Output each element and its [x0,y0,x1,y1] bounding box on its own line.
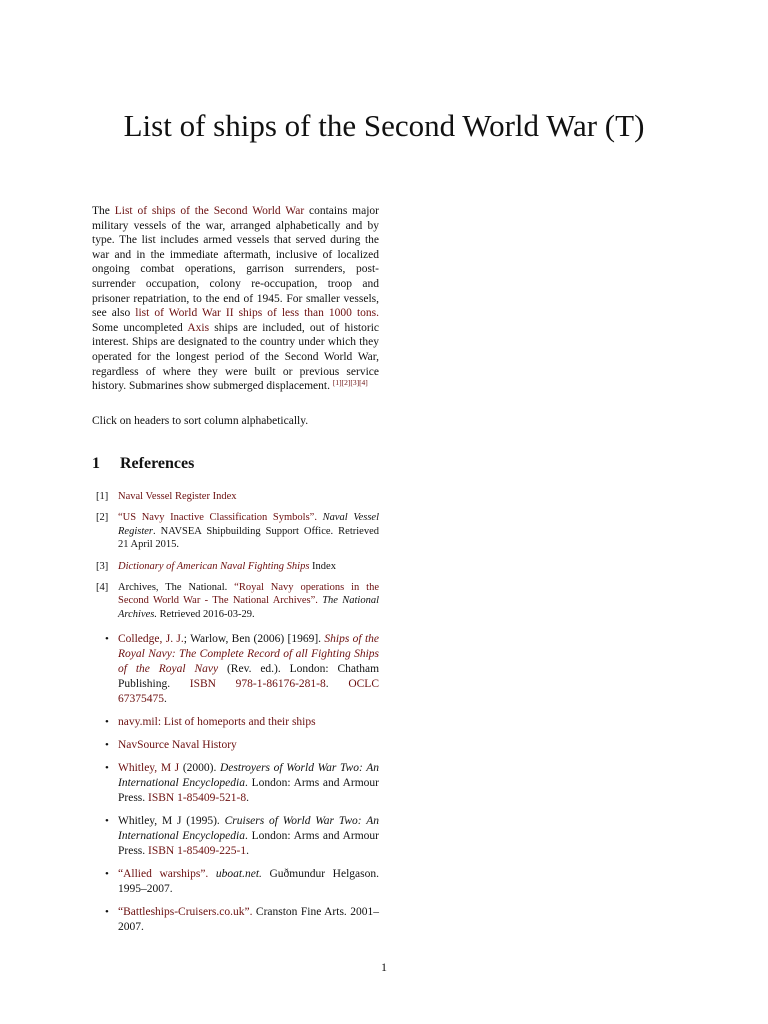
isbn-link[interactable]: ISBN 1-85409-521-8 [148,792,247,804]
list-item-text: . London: Arms and Armour Press. [118,830,379,857]
reference-item [92,581,379,621]
page-title: List of ships of the Second World War (T) [123,108,645,143]
reference-number: [1] [96,491,109,502]
bibliography-list [92,632,379,943]
intro-paragraph [92,204,379,394]
bullet-icon: • [105,762,109,774]
homeports-link[interactable]: navy.mil: List of homeports and their ships [118,716,316,728]
list-item-text: Whitley, M J (1995). [118,815,225,827]
reference-link[interactable]: “US Navy Inactive Classification Symbols”. [118,512,317,524]
list-item-text: . [246,792,249,804]
reference-item [92,560,379,573]
reference-link[interactable]: Naval Vessel Register Index [118,491,237,502]
list-item-text: Guðmundur Helgason. 1995–2007. [118,868,379,895]
list-item-text: Cranston Fine Arts. 2001–2007. [118,906,379,933]
bullet-icon: • [105,815,109,827]
book-title: Destroyers of World War Two: An International Encyclopedia [118,762,379,789]
battleships-cruisers-link[interactable]: “Battleships-Cruisers.co.uk”. [118,906,253,918]
reference-item [92,511,379,551]
list-item [92,715,379,730]
list-item-text: . [246,845,249,857]
list-item-text: . London: Arms and Armour Press. [118,777,379,804]
book-title: Cruisers of World War Two: An International Encyclopedia [118,815,379,842]
reference-number: [3] [96,560,109,572]
isbn-link[interactable]: ISBN 1-85409-225-1 [148,845,247,857]
intro-text: The [92,205,115,217]
isbn-link[interactable]: ISBN 978-1-86176-281-8 [189,678,326,690]
list-item [92,738,379,753]
author-link[interactable]: Whitley, M J [118,762,180,774]
link-list-of-ships[interactable]: List of ships of the Second World War [114,205,305,217]
oclc-link[interactable]: OCLC 67375475 [118,678,379,705]
reference-text: Archives, The National. [118,582,235,594]
list-item-text: (2000). [179,762,220,774]
list-item [92,761,379,806]
list-item-text: . [164,693,167,705]
intro-text: contains major military vessels of the war, arranged alphabetically and by type. The list includes armed vessels that served during the war and in the immediate aftermath, inclusive of localized ongoing combat operations, garrison surrenders, post-surrender occupation, colony re-occupation, troop and prisoner repatriation, to the end of 1945. For smaller vessels, see also [92,205,379,320]
bullet-icon: • [105,739,109,751]
list-item [92,905,379,935]
list-item [92,867,379,897]
site-name: uboat.net. [208,868,262,880]
link-small-ships-list[interactable]: list of World War II ships of less than 1000 tons. [135,307,380,320]
page-number: 1 [381,960,387,974]
bullet-icon: • [105,906,109,918]
intro-text: ships are included, out of historic interest. Ships are designated to the country under which they operated for the longest period of the Second World War, regardless of where they were built or previous service history. Submarines show submerged displacement. [92,321,379,393]
reference-text: Retrieved 2016-03-29. [156,608,255,620]
reference-source: Naval Vessel Register [118,512,379,537]
author-link[interactable]: Colledge, J. J. [118,633,184,645]
sort-instruction: Click on headers to sort column alphabetically. [92,415,309,427]
list-item [92,632,379,707]
list-item-text: ; Warlow, Ben (2006) [1969]. [183,633,325,645]
references-list [92,490,379,629]
intro-text: Some uncompleted [92,321,188,334]
reference-link[interactable]: “Royal Navy operations in the Second World War - The National Archives”. [118,582,379,607]
book-title-link[interactable]: Ships of the Royal Navy: The Complete Record of all Fighting Ships of the Royal Navy [118,633,379,675]
reference-number: [4] [96,582,109,594]
bullet-icon: • [105,868,109,880]
link-axis[interactable]: Axis [187,321,210,334]
reference-link[interactable]: Dictionary of American Naval Fighting Ships [118,560,310,572]
bullet-icon: • [105,633,109,645]
list-item-text: . [325,678,349,690]
section-number: 1 [92,455,100,472]
list-item-text: (Rev. ed.). London: Chatham Publishing. [118,663,380,690]
reference-item [92,490,379,503]
allied-warships-link[interactable]: “Allied warships”. [118,868,209,880]
citation-links[interactable]: [1][2][3][4] [332,378,368,388]
reference-text: . NAVSEA Shipbuilding Support Office. Retrieved 21 April 2015. [118,525,379,551]
section-heading-references [92,455,194,473]
section-title: References [120,455,195,472]
reference-source: The National Archives. [118,595,379,620]
navsource-link[interactable]: NavSource Naval History [118,739,237,751]
reference-text: Index [309,560,336,572]
bullet-icon: • [105,716,109,728]
list-item [92,814,379,859]
reference-number: [2] [96,512,109,524]
